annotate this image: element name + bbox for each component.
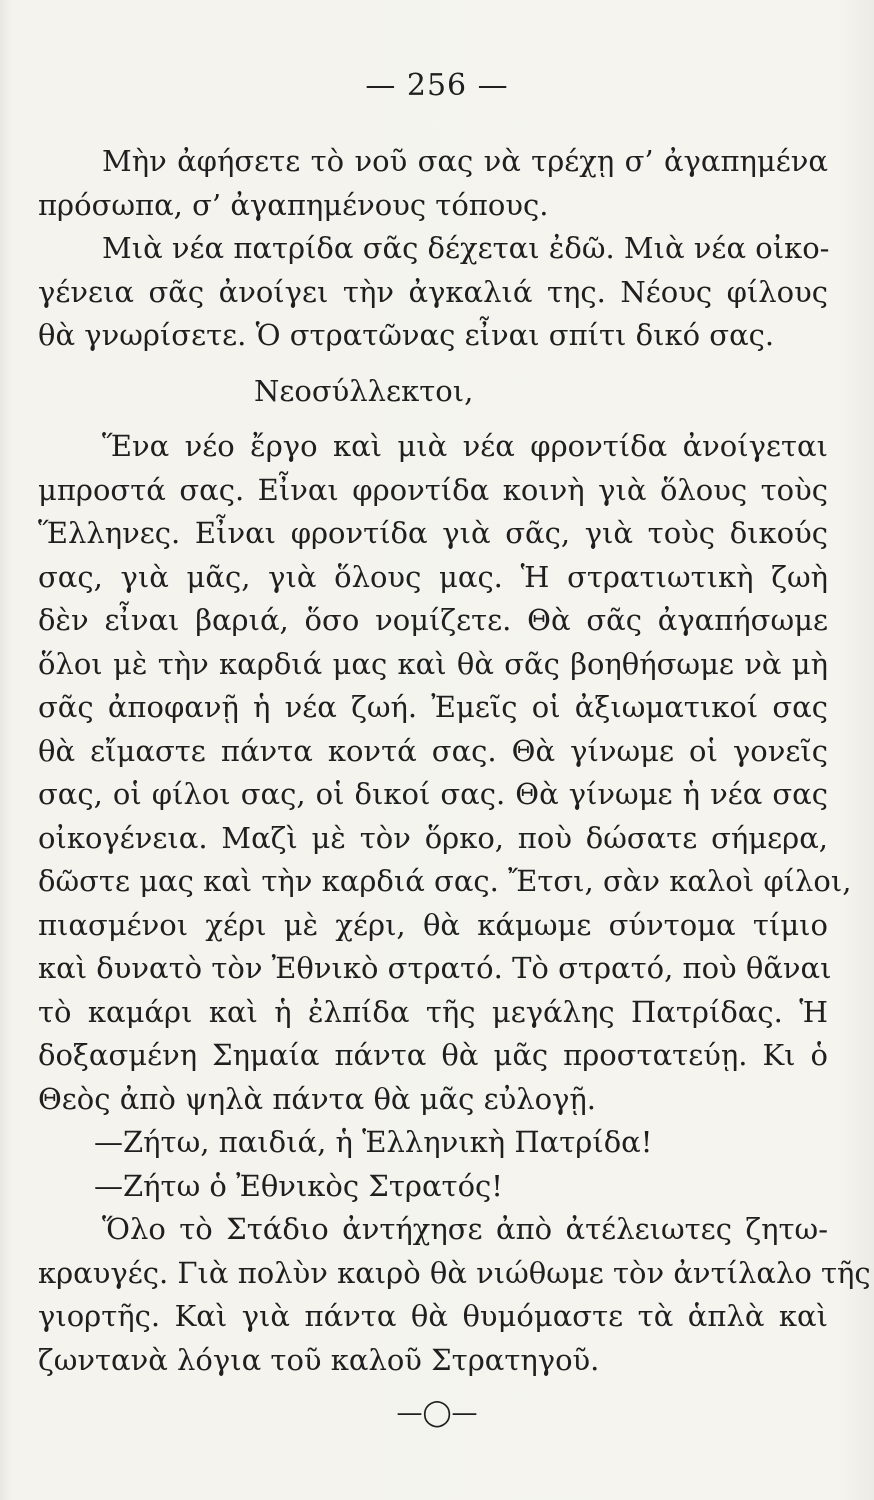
text-line: σᾶς ἀποφανῇ ἡ νέα ζωή. Ἐμεῖς οἱ ἀξιωματικοί σας xyxy=(38,690,828,724)
text-line: κραυγές. Γιὰ πολὺν καιρὸ θὰ νιώθωμε τὸν ἀντίλαλο τῆς xyxy=(38,1255,871,1290)
text-line: γένεια σᾶς ἀνοίγει τὴν ἀγκαλιά της. Νέους φίλους xyxy=(38,274,828,309)
text-line: ὅλοι μὲ τὴν καρδιά μας καὶ θὰ σᾶς βοηθήσωμε νὰ μὴ xyxy=(38,646,828,681)
text-line: σας, γιὰ μᾶς, γιὰ ὅλους μας. Ἡ στρατιωτικὴ ζωὴ xyxy=(38,559,828,594)
text-line: δῶστε μας καὶ τὴν καρδιά σας. Ἔτσι, σὰν καλοὶ φίλοι, xyxy=(38,864,852,898)
paragraph-gap xyxy=(38,413,828,425)
text-line: Ἕνα νέο ἔργο καὶ μιὰ νέα φροντίδα ἀνοίγεται xyxy=(102,429,828,463)
text-line: οἰκογένεια. Μαζὶ μὲ τὸν ὅρκο, ποὺ δώσατε σήμερα, xyxy=(38,820,828,855)
text-line: πιασμένοι χέρι μὲ χέρι, θὰ κάμωμε σύντομα τίμιο xyxy=(38,907,828,942)
page-number: — 256 — xyxy=(365,68,509,103)
end-ornament: —◯— xyxy=(396,1398,478,1428)
text-line: πρόσωπα, σ’ ἀγαπημένους τόπους. xyxy=(38,187,549,222)
text-line: σας, οἱ φίλοι σας, οἱ δικοί σας. Θὰ γίνωμε ἡ νέα σας xyxy=(38,777,828,811)
text-line: ζωντανὰ λόγια τοῦ καλοῦ Στρατηγοῦ. xyxy=(38,1342,600,1377)
dialogue-line: —Ζήτω ὁ Ἐθνικὸς Στρατός! xyxy=(94,1168,503,1203)
text-line: Θεὸς ἀπὸ ψηλὰ πάντα θὰ μᾶς εὐλογῇ. xyxy=(38,1081,597,1116)
text-line: Μὴν ἀφήσετε τὸ νοῦ σας νὰ τρέχῃ σ’ ἀγαπημένα xyxy=(102,144,828,178)
paragraph-gap xyxy=(38,358,828,370)
text-line: γιορτῆς. Καὶ γιὰ πάντα θὰ θυμόμαστε τὰ ἁπλὰ καὶ xyxy=(38,1299,828,1333)
dialogue-line: —Ζήτω, παιδιά, ἡ Ἑλληνικὴ Πατρίδα! xyxy=(94,1125,653,1159)
text-line: Ἕλληνες. Εἶναι φροντίδα γιὰ σᾶς, γιὰ τοὺς δικούς xyxy=(38,516,828,550)
text-line: δοξασμένη Σημαία πάντα θὰ μᾶς προστατεύῃ. Κι ὁ xyxy=(38,1038,828,1072)
salutation: Νεοσύλλεκτοι, xyxy=(254,373,474,408)
text-line: μπροστά σας. Εἶναι φροντίδα κοινὴ γιὰ ὅλους τοὺς xyxy=(38,472,828,507)
text-line: Μιὰ νέα πατρίδα σᾶς δέχεται ἐδῶ. Μιὰ νέα οἰκο- xyxy=(102,231,830,265)
text-line: Ὅλο τὸ Στάδιο ἀντήχησε ἀπὸ ἀτέλειωτες ζητω- xyxy=(102,1212,828,1246)
text-line: δὲν εἶναι βαριά, ὅσο νομίζετε. Θὰ σᾶς ἀγαπήσωμε xyxy=(38,603,828,637)
body-text xyxy=(38,140,871,1382)
text-line: καὶ δυνατὸ τὸν Ἐθνικὸ στρατό. Τὸ στρατό, ποὺ θᾶναι xyxy=(38,951,832,985)
text-line: τὸ καμάρι καὶ ἡ ἐλπίδα τῆς μεγάλης Πατρίδας. Ἡ xyxy=(38,994,828,1029)
text-line: θὰ γνωρίσετε. Ὁ στρατῶνας εἶναι σπίτι δικό σας. xyxy=(38,318,775,352)
text-line: θὰ εἴμαστε πάντα κοντά σας. Θὰ γίνωμε οἱ γονεῖς xyxy=(38,733,828,768)
